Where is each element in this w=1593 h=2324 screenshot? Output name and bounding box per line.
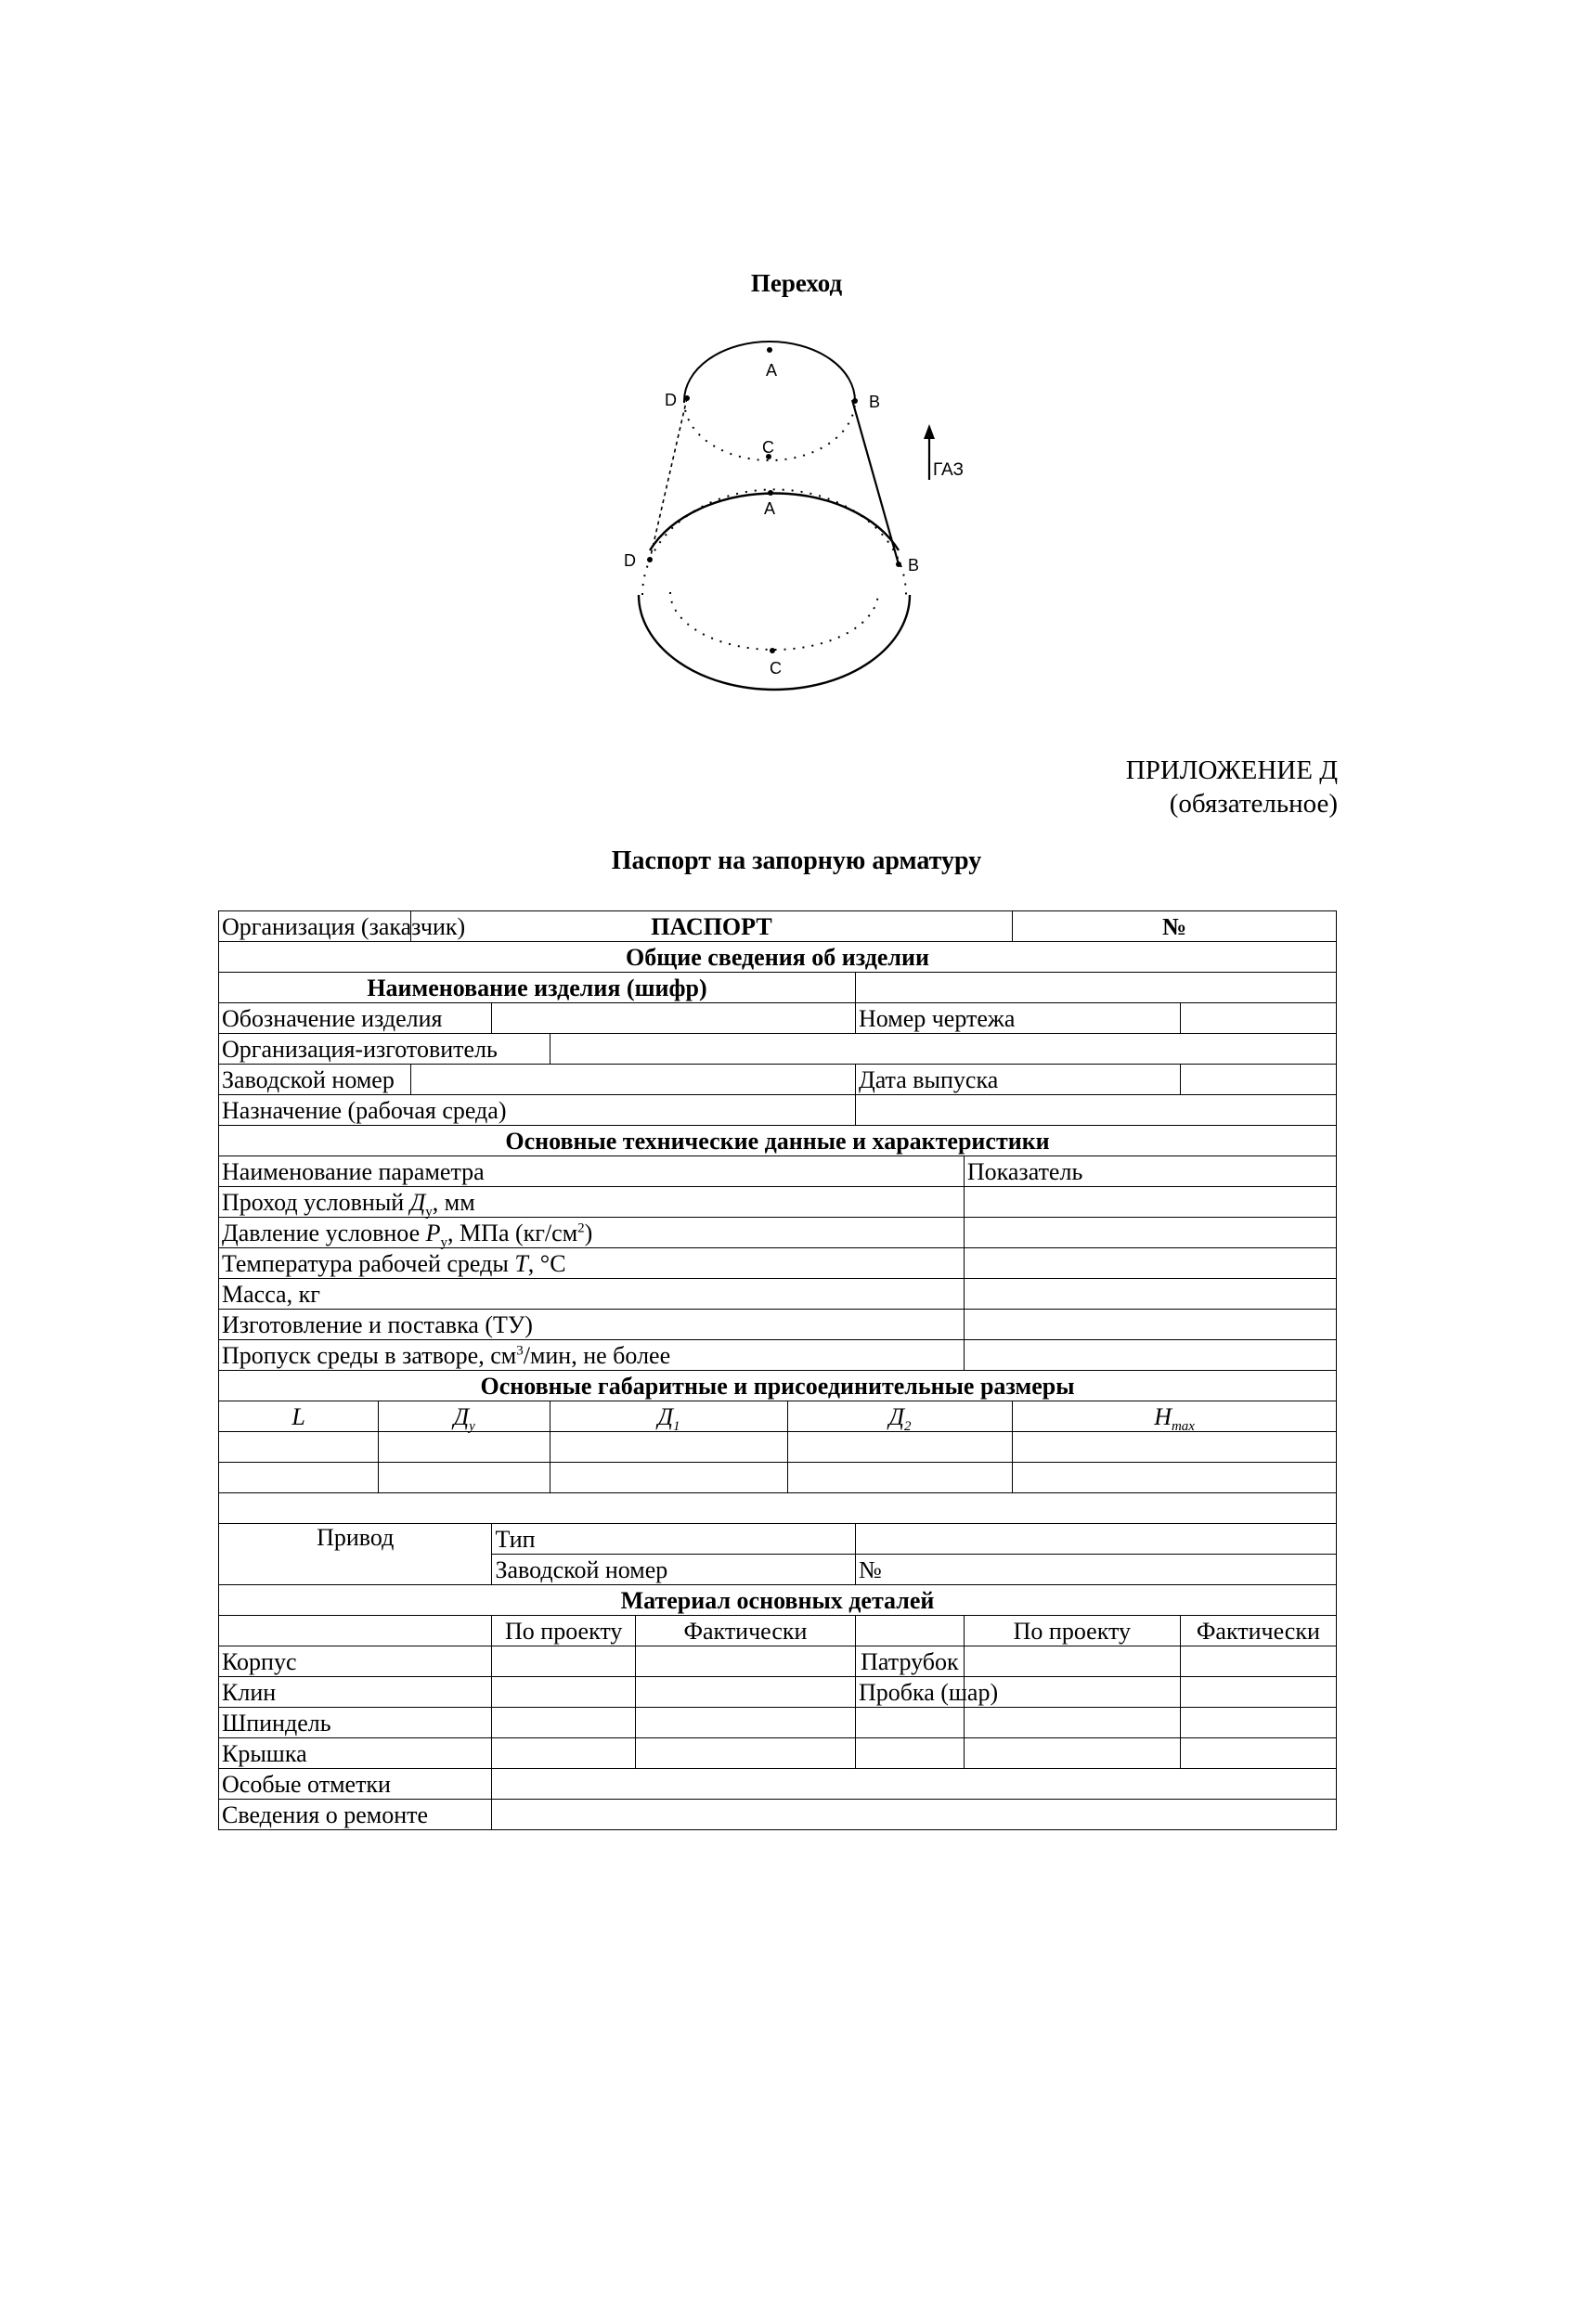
materials-blank-header [219,1616,492,1646]
purpose-label: Назначение (рабочая среда) [219,1095,856,1126]
dim-d2-header: $Д_2$ [787,1401,1012,1432]
param-nominal-bore: Проход условный $Д_у$, мм [219,1187,965,1218]
designation-value[interactable] [492,1003,856,1034]
material-cover-design[interactable] [492,1738,636,1769]
top-label-a: A [766,361,778,380]
material-cover-label: Крышка [219,1738,492,1769]
material-spindle-label: Шпиндель [219,1708,492,1738]
material-empty-design[interactable] [964,1708,1180,1738]
top-point-d [684,395,690,401]
product-name-value[interactable] [855,973,1336,1003]
bottom-label-d: D [624,551,636,570]
passport-form [218,910,1337,1830]
dim-d2-value[interactable] [787,1432,1012,1463]
material-row [219,1677,1337,1708]
param-specification: Изготовление и поставка (ТУ) [219,1310,965,1340]
purpose-value[interactable] [855,1095,1336,1126]
repair-row [219,1800,1337,1830]
actual-header: Фактически [635,1616,855,1646]
organization-label: Организация (заказчик) [219,911,411,942]
bottom-label-c: C [770,659,782,678]
top-label-d: D [665,391,677,409]
gas-flow-label: ГАЗ [933,460,964,480]
bottom-point-c [770,648,775,653]
header-row [219,911,1337,942]
param-row [219,1310,1337,1340]
material-empty [855,1738,964,1769]
material-wedge-label: Клин [219,1677,492,1708]
top-point-a [767,347,772,353]
designation-row [219,1003,1337,1034]
material-body-actual[interactable] [635,1646,855,1677]
drive-label: Привод [219,1524,492,1585]
left-generator-line [650,398,687,560]
document-title: Паспорт на запорную арматуру [611,846,982,875]
param-nominal-bore-value[interactable] [964,1187,1336,1218]
top-label-c: C [762,438,774,457]
serial-row [219,1065,1337,1095]
param-header-row [219,1156,1337,1187]
param-temperature-value[interactable] [964,1248,1336,1279]
material-wedge-actual[interactable] [635,1677,855,1708]
material-pipe-design[interactable] [964,1646,1180,1677]
param-row [219,1187,1337,1218]
manufacturer-value[interactable] [550,1034,1337,1065]
drive-type-row [219,1524,1337,1555]
right-generator-line [852,400,899,564]
param-name-header: Наименование параметра [219,1156,965,1187]
section-row [219,942,1337,973]
special-marks-row [219,1769,1337,1800]
serial-number-label: Заводской номер [219,1065,411,1095]
material-spindle-actual[interactable] [635,1708,855,1738]
dim-d2-value[interactable] [787,1463,1012,1493]
repair-info-value[interactable] [492,1800,1337,1830]
passport-title: ПАСПОРТ [410,911,1012,942]
serial-number-value[interactable] [410,1065,855,1095]
param-seat-leakage: Пропуск среды в затворе, $см^3$/мин, не более [219,1340,965,1371]
dims-value-row [219,1463,1337,1493]
top-point-b [852,398,858,404]
dim-l-header: L [219,1401,379,1432]
param-nominal-pressure-value[interactable] [964,1218,1336,1248]
drive-type-value[interactable] [855,1524,1336,1555]
materials-blank-header-2 [855,1616,964,1646]
param-seat-leakage-value[interactable] [964,1340,1336,1371]
drive-serial-number[interactable]: № [855,1555,1336,1585]
dim-d1-value[interactable] [550,1463,788,1493]
bottom-point-d [647,557,653,562]
manufacturer-label: Организация-изготовитель [219,1034,550,1065]
material-spindle-design[interactable] [492,1708,636,1738]
designation-label: Обозначение изделия [219,1003,492,1034]
drawing-number-label: Номер чертежа [855,1003,1180,1034]
material-pipe-actual[interactable] [1180,1646,1336,1677]
material-row [219,1708,1337,1738]
dim-hmax-value[interactable] [1013,1463,1337,1493]
material-body-design[interactable] [492,1646,636,1677]
figure-title: Переход [750,269,843,297]
special-marks-label: Особые отметки [219,1769,492,1800]
bottom-label-a: A [764,499,776,518]
material-empty-actual[interactable] [1180,1738,1336,1769]
material-plug-label: Пробка (шар) [855,1677,964,1708]
release-date-label: Дата выпуска [855,1065,1180,1095]
section-dimensions: Основные габаритные и присоединительные размеры [219,1371,1337,1401]
repair-info-label: Сведения о ремонте [219,1800,492,1830]
dims-header-row [219,1401,1337,1432]
material-empty-design[interactable] [964,1738,1180,1769]
spacer-row [219,1493,1337,1524]
appendix-label: ПРИЛОЖЕНИЕ Д [1125,755,1338,785]
material-row [219,1738,1337,1769]
passport-number-sign[interactable]: № [1013,911,1337,942]
actual-header-2: Фактически [1180,1616,1336,1646]
section-row [219,1585,1337,1616]
dim-hmax-header: $H_{max}$ [1013,1401,1337,1432]
section-materials: Материал основных деталей [219,1585,1337,1616]
material-row [219,1646,1337,1677]
param-specification-value[interactable] [964,1310,1336,1340]
bottom-label-b: B [908,556,920,575]
dims-value-row [219,1432,1337,1463]
drive-serial-label: Заводской номер [492,1555,856,1585]
param-row [219,1279,1337,1310]
reducer-diagram [603,316,993,705]
material-pipe-label: Патрубок [855,1646,964,1677]
material-plug-actual[interactable] [1180,1677,1336,1708]
drive-type-label: Тип [492,1524,856,1555]
dim-d1-header: $Д_1$ [550,1401,788,1432]
section-row [219,1371,1337,1401]
product-name-label: Наименование изделия (шифр) [219,973,856,1003]
gas-flow-arrowhead-icon [924,424,935,439]
material-empty-actual[interactable] [1180,1708,1336,1738]
special-marks-value[interactable] [492,1769,1337,1800]
bottom-point-a [768,490,773,496]
top-label-b: B [869,393,881,411]
drawing-number-value[interactable] [1180,1003,1336,1034]
product-name-row [219,973,1337,1003]
param-row [219,1218,1337,1248]
param-temperature: Температура рабочей среды Т, °С [219,1248,965,1279]
manufacturer-row [219,1034,1337,1065]
param-nominal-pressure: Давление условное $Р_у$, МПа $(кг/см^2)$ [219,1218,965,1248]
dim-l-value[interactable] [219,1463,379,1493]
dim-d1-value[interactable] [550,1432,788,1463]
material-cover-actual[interactable] [635,1738,855,1769]
bottom-point-b [896,562,901,567]
param-row [219,1340,1337,1371]
material-wedge-design[interactable] [492,1677,636,1708]
appendix-note: (обязательное) [1169,789,1338,819]
by-design-header-2: По проекту [964,1616,1180,1646]
section-general-info: Общие сведения об изделии [219,942,1337,973]
material-body-label: Корпус [219,1646,492,1677]
by-design-header: По проекту [492,1616,636,1646]
section-row [219,1126,1337,1156]
materials-header-row [219,1616,1337,1646]
appendix-heading [1126,754,1338,820]
purpose-row [219,1095,1337,1126]
dim-hmax-value[interactable] [1013,1432,1337,1463]
param-value-header: Показатель [964,1156,1336,1187]
dim-dy-value[interactable] [379,1432,550,1463]
dim-dy-header: $Д_у$ [379,1401,550,1432]
dim-dy-value[interactable] [379,1463,550,1493]
param-row [219,1248,1337,1279]
dim-l-value[interactable] [219,1432,379,1463]
bottom-ellipse-lower-hidden [670,592,878,650]
param-mass: Масса, кг [219,1279,965,1310]
section-technical-data: Основные технические данные и характеристики [219,1126,1337,1156]
param-mass-value[interactable] [964,1279,1336,1310]
release-date-value[interactable] [1180,1065,1336,1095]
material-empty [855,1708,964,1738]
